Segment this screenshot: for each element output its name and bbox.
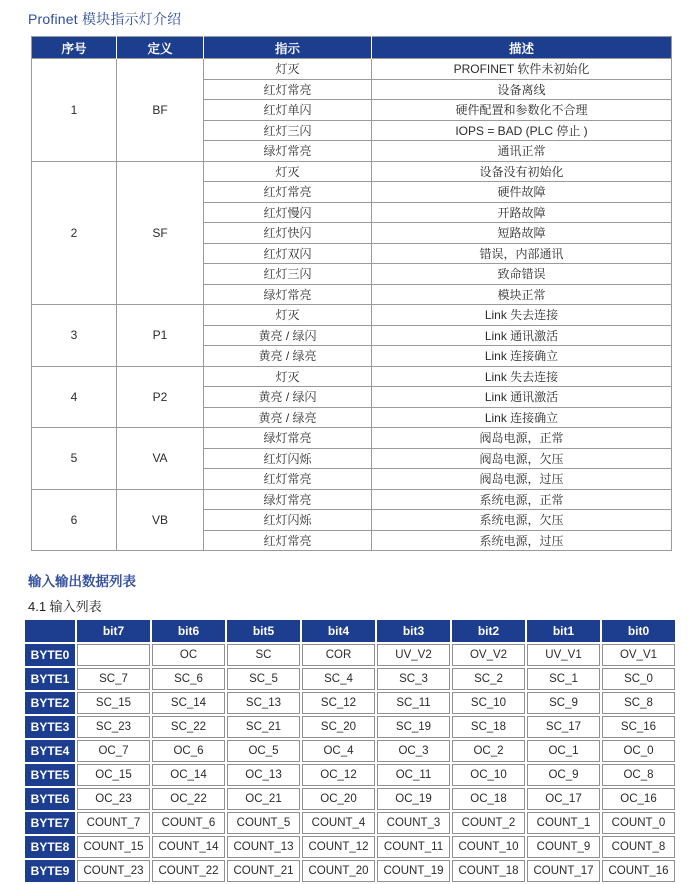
description-cell: 短路故障 (372, 223, 672, 244)
io-cell: OC_12 (302, 764, 375, 786)
io-cell: OC_6 (152, 740, 225, 762)
definition-cell: P2 (117, 366, 204, 428)
io-cell: COUNT_8 (602, 836, 675, 858)
io-cell: SC_16 (602, 716, 675, 738)
io-cell: COUNT_2 (452, 812, 525, 834)
indication-cell: 绿灯常亮 (204, 489, 372, 510)
definition-cell: BF (117, 59, 204, 162)
description-cell: Link 通讯激活 (372, 387, 672, 408)
indication-cell: 红灯双闪 (204, 243, 372, 264)
indication-cell: 黄亮 / 绿闪 (204, 387, 372, 408)
io-cell: SC_7 (77, 668, 150, 690)
io-cell: COUNT_9 (527, 836, 600, 858)
io-cell: SC_12 (302, 692, 375, 714)
indication-cell: 灯灭 (204, 366, 372, 387)
io-cell: COUNT_16 (602, 860, 675, 882)
table-row (32, 59, 672, 80)
column-header-serial: 序号 (32, 37, 117, 59)
description-cell: 设备离线 (372, 79, 672, 100)
io-cell: SC_3 (377, 668, 450, 690)
bit-column-header: bit6 (152, 620, 225, 642)
table-row (25, 764, 675, 786)
io-cell: OC_14 (152, 764, 225, 786)
io-cell: SC_2 (452, 668, 525, 690)
byte-row-header: BYTE5 (25, 764, 75, 786)
description-cell: 系统电源，正常 (372, 489, 672, 510)
indication-cell: 红灯闪烁 (204, 510, 372, 531)
definition-cell: VB (117, 489, 204, 551)
io-cell: UV_V1 (527, 644, 600, 666)
indication-cell: 绿灯常亮 (204, 141, 372, 162)
byte-row-header: BYTE7 (25, 812, 75, 834)
io-cell: OC_4 (302, 740, 375, 762)
indication-cell: 红灯常亮 (204, 530, 372, 551)
io-cell: COUNT_12 (302, 836, 375, 858)
io-cell: OC_23 (77, 788, 150, 810)
table-row (32, 305, 672, 326)
io-cell: OC_15 (77, 764, 150, 786)
io-cell: OC_11 (377, 764, 450, 786)
io-cell: COUNT_17 (527, 860, 600, 882)
description-cell: 系统电源，欠压 (372, 510, 672, 531)
indication-cell: 红灯慢闪 (204, 202, 372, 223)
io-cell: OC_18 (452, 788, 525, 810)
byte-row-header: BYTE1 (25, 668, 75, 690)
table-row (32, 428, 672, 449)
io-cell: COUNT_15 (77, 836, 150, 858)
io-cell: OC_8 (602, 764, 675, 786)
io-cell: OC (152, 644, 225, 666)
io-cell: COUNT_1 (527, 812, 600, 834)
table-row (25, 692, 675, 714)
io-cell: SC_9 (527, 692, 600, 714)
section-title-io-data: 输入输出数据列表 (28, 574, 136, 589)
indication-cell: 灯灭 (204, 59, 372, 80)
indication-cell: 绿灯常亮 (204, 428, 372, 449)
io-cell: OC_16 (602, 788, 675, 810)
description-cell: 开路故障 (372, 202, 672, 223)
io-cell: SC_5 (227, 668, 300, 690)
io-cell: SC_14 (152, 692, 225, 714)
description-cell: 阀岛电源，过压 (372, 469, 672, 490)
io-cell: OC_5 (227, 740, 300, 762)
byte-row-header: BYTE0 (25, 644, 75, 666)
indication-cell: 红灯三闪 (204, 120, 372, 141)
io-cell: SC_23 (77, 716, 150, 738)
io-cell: SC_4 (302, 668, 375, 690)
description-cell: Link 失去连接 (372, 305, 672, 326)
description-cell: Link 通讯激活 (372, 325, 672, 346)
io-cell: SC_8 (602, 692, 675, 714)
definition-cell: SF (117, 161, 204, 305)
io-cell: SC_21 (227, 716, 300, 738)
byte-row-header: BYTE9 (25, 860, 75, 882)
table-row (25, 812, 675, 834)
serial-cell: 4 (32, 366, 117, 428)
io-cell: COUNT_20 (302, 860, 375, 882)
io-cell: OC_13 (227, 764, 300, 786)
indication-cell: 红灯常亮 (204, 469, 372, 490)
indication-cell: 黄亮 / 绿亮 (204, 407, 372, 428)
io-cell: OC_2 (452, 740, 525, 762)
io-cell: OC_7 (77, 740, 150, 762)
serial-cell: 1 (32, 59, 117, 162)
serial-cell: 3 (32, 305, 117, 367)
bit-column-header: bit3 (377, 620, 450, 642)
bit-column-header: bit1 (527, 620, 600, 642)
corner-cell (25, 620, 75, 642)
io-cell: COUNT_11 (377, 836, 450, 858)
description-cell: Link 失去连接 (372, 366, 672, 387)
io-cell: SC_22 (152, 716, 225, 738)
description-cell: 硬件配置和参数化不合理 (372, 100, 672, 121)
io-cell (77, 644, 150, 666)
io-cell: OC_1 (527, 740, 600, 762)
io-cell: COR (302, 644, 375, 666)
table-row (25, 740, 675, 762)
io-cell: OC_21 (227, 788, 300, 810)
serial-cell: 2 (32, 161, 117, 305)
description-cell: Link 连接确立 (372, 346, 672, 367)
io-cell: COUNT_18 (452, 860, 525, 882)
indication-cell: 灯灭 (204, 305, 372, 326)
io-cell: OC_3 (377, 740, 450, 762)
io-cell: OV_V2 (452, 644, 525, 666)
bit-column-header: bit2 (452, 620, 525, 642)
io-cell: UV_V2 (377, 644, 450, 666)
table-row (32, 161, 672, 182)
description-cell: 通讯正常 (372, 141, 672, 162)
page-title: Profinet 模块指示灯介绍 (28, 11, 182, 27)
io-cell: OC_0 (602, 740, 675, 762)
io-cell: SC_1 (527, 668, 600, 690)
indication-cell: 灯灭 (204, 161, 372, 182)
table-row (25, 836, 675, 858)
io-cell: OC_9 (527, 764, 600, 786)
column-header-definition: 定义 (117, 37, 204, 59)
definition-cell: P1 (117, 305, 204, 367)
description-cell: 致命错误 (372, 264, 672, 285)
io-cell: SC_17 (527, 716, 600, 738)
io-cell: SC_15 (77, 692, 150, 714)
io-cell: SC_0 (602, 668, 675, 690)
io-cell: SC_11 (377, 692, 450, 714)
io-cell: OC_22 (152, 788, 225, 810)
description-cell: 模块正常 (372, 284, 672, 305)
description-cell: Link 连接确立 (372, 407, 672, 428)
description-cell: 设备没有初始化 (372, 161, 672, 182)
indication-cell: 红灯快闪 (204, 223, 372, 244)
io-cell: COUNT_7 (77, 812, 150, 834)
io-cell: COUNT_10 (452, 836, 525, 858)
io-cell: OC_19 (377, 788, 450, 810)
description-cell: 系统电源，过压 (372, 530, 672, 551)
description-cell: PROFINET 软件未初始化 (372, 59, 672, 80)
io-cell: COUNT_21 (227, 860, 300, 882)
definition-cell: VA (117, 428, 204, 490)
serial-cell: 6 (32, 489, 117, 551)
io-cell: SC_13 (227, 692, 300, 714)
io-cell: COUNT_6 (152, 812, 225, 834)
indication-cell: 红灯常亮 (204, 79, 372, 100)
io-cell: SC_6 (152, 668, 225, 690)
io-cell: SC_10 (452, 692, 525, 714)
description-cell: 阀岛电源，正常 (372, 428, 672, 449)
byte-row-header: BYTE2 (25, 692, 75, 714)
bit-column-header: bit7 (77, 620, 150, 642)
indication-cell: 绿灯常亮 (204, 284, 372, 305)
io-cell: OC_10 (452, 764, 525, 786)
indicator-header-row (32, 37, 672, 59)
io-cell: SC_18 (452, 716, 525, 738)
bit-column-header: bit5 (227, 620, 300, 642)
table-row (32, 366, 672, 387)
io-cell: OV_V1 (602, 644, 675, 666)
io-cell: COUNT_13 (227, 836, 300, 858)
column-header-indication: 指示 (204, 37, 372, 59)
io-table (23, 618, 677, 884)
io-header-row (25, 620, 675, 642)
io-cell: COUNT_4 (302, 812, 375, 834)
indication-cell: 黄亮 / 绿闪 (204, 325, 372, 346)
io-cell: OC_17 (527, 788, 600, 810)
io-cell: COUNT_3 (377, 812, 450, 834)
indicator-table (31, 36, 672, 551)
byte-row-header: BYTE8 (25, 836, 75, 858)
indication-cell: 红灯单闪 (204, 100, 372, 121)
io-cell: OC_20 (302, 788, 375, 810)
table-row (25, 644, 675, 666)
bit-column-header: bit0 (602, 620, 675, 642)
io-cell: COUNT_22 (152, 860, 225, 882)
bit-column-header: bit4 (302, 620, 375, 642)
serial-cell: 5 (32, 428, 117, 490)
description-cell: 阀岛电源，欠压 (372, 448, 672, 469)
io-cell: COUNT_5 (227, 812, 300, 834)
table-row (32, 489, 672, 510)
description-cell: 硬件故障 (372, 182, 672, 203)
io-cell: SC (227, 644, 300, 666)
description-cell: IOPS = BAD (PLC 停止 ) (372, 120, 672, 141)
table-row (25, 668, 675, 690)
byte-row-header: BYTE3 (25, 716, 75, 738)
io-cell: SC_20 (302, 716, 375, 738)
subsection-title-input-list: 4.1 输入列表 (28, 599, 102, 614)
indication-cell: 红灯常亮 (204, 182, 372, 203)
table-row (25, 860, 675, 882)
indication-cell: 黄亮 / 绿亮 (204, 346, 372, 367)
table-row (25, 788, 675, 810)
description-cell: 错误，内部通讯 (372, 243, 672, 264)
io-cell: COUNT_23 (77, 860, 150, 882)
io-cell: COUNT_14 (152, 836, 225, 858)
indication-cell: 红灯闪烁 (204, 448, 372, 469)
io-cell: COUNT_0 (602, 812, 675, 834)
byte-row-header: BYTE4 (25, 740, 75, 762)
table-row (25, 716, 675, 738)
byte-row-header: BYTE6 (25, 788, 75, 810)
io-cell: SC_19 (377, 716, 450, 738)
io-cell: COUNT_19 (377, 860, 450, 882)
column-header-description: 描述 (372, 37, 672, 59)
indication-cell: 红灯三闪 (204, 264, 372, 285)
